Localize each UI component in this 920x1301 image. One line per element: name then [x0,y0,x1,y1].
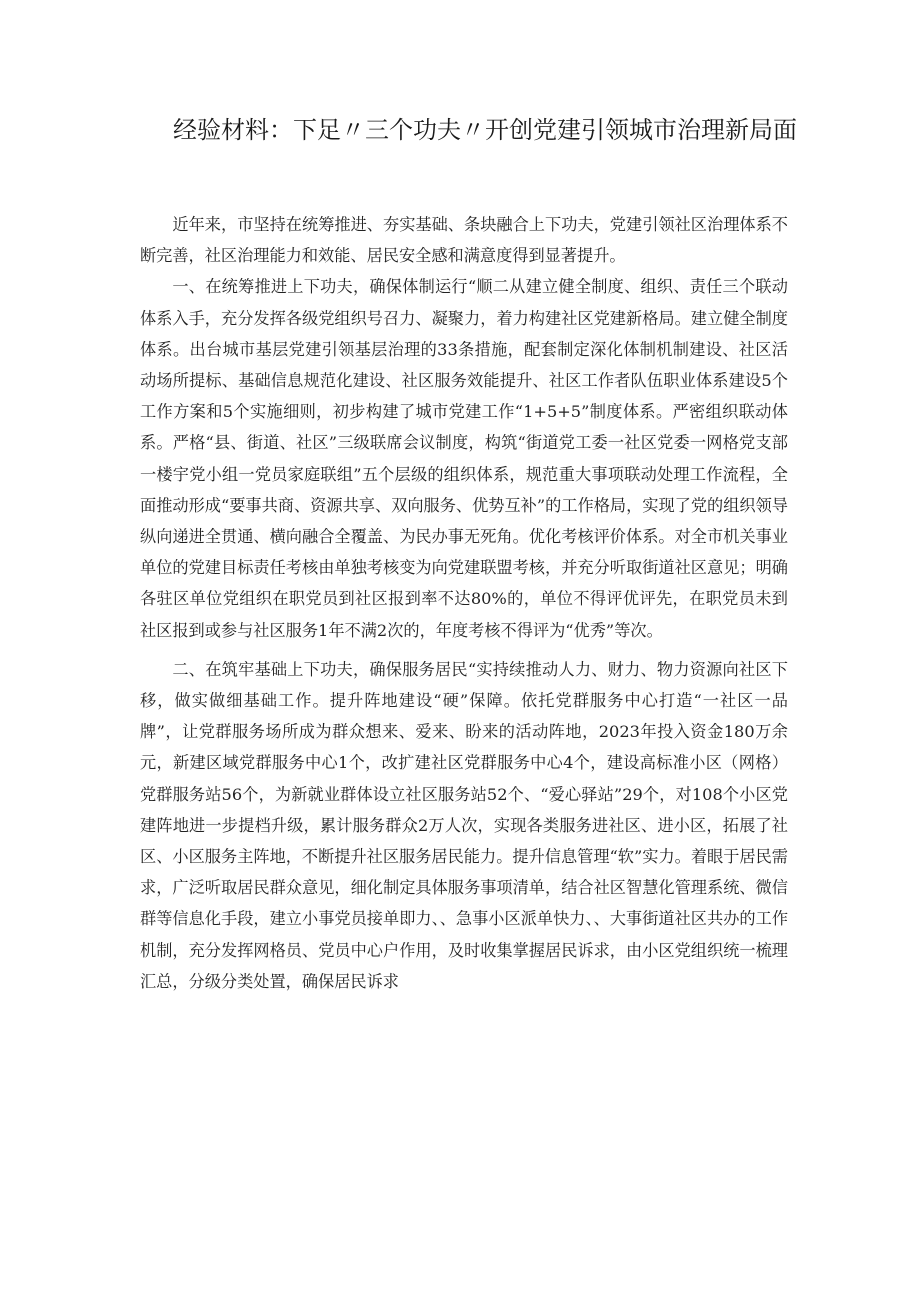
paragraph-section-two: 二、在筑牢基础上下功夫，确保服务居民“实持续推动人力、财力、物力资源向社区下移，做实做细基础工作。提升阵地建设“硬”保障。依托党群服务中心打造“一社区一品牌”，让党群服务场所成为群众想来、爱来、盼来的活动阵地，2023年投入资金180万余元，新建区域党群服务中心1个，改扩建社区党群服务中心4个，建设高标准小区（网格）党群服务站56个，为新就业群体设立社区服务站52个、“爱心驿站”29个，对108个小区党建阵地进一步提档升级，累计服务群众2万人次，实现各类服务进社区、进小区，拓展了社区、小区服务主阵地，不断提升社区服务居民能力。提升信息管理“软”实力。着眼于居民需求，广泛听取居民群众意见，细化制定具体服务事项清单，结合社区智慧化管理系统、微信群等信息化手段，建立小事党员接单即力、、急事小区派单快力、、大事街道社区共办的工作机制，充分发挥网格员、党员中心户作用，及时收集掌握居民诉求，由小区党组织统一梳理汇总，分级分类处置，确保居民诉求 [140,659,788,991]
document-title: 经验材料：下足〃三个功夫〃开创党建引领城市治理新局面 [173,116,797,144]
paragraph-section-one: 一、在统筹推进上下功夫，确保体制运行“顺二从建立健全制度、组织、责任三个联动体系入手，充分发挥各级党组织号召力、凝聚力，着力构建社区党建新格局。建立健全制度体系。出台城市基层党建引领基层治理的33条措施，配套制定深化体制机制建设、社区活动场所提标、基础信息规范化建设、社区服务效能提升、社区工作者队伍职业体系建设5个工作方案和5个实施细则，初步构建了城市党建工作“1+5+5”制度体系。严密组织联动体系。严格“县、街道、社区”三级联席会议制度，构筑“街道党工委一社区党委一网格党支部一楼宇党小组一党员家庭联组”五个层级的组织体系，规范重大事项联动处理工作流程，全面推动形成“要事共商、资源共享、双向服务、优势互补”的工作格局，实现了党的组织领导纵向递进全贯通、横向融合全覆盖、为民办事无死角。优化考核评价体系。对全市机关事业单位的党建目标责任考核由单独考核变为向党建联盟考核，并充分听取街道社区意见；明确各驻区单位党组织在职党员到社区报到率不达80%的，单位不得评优评先，在职党员未到社区报到或参与社区服务1年不满2次的，年度考核不得评为“优秀”等次。 [140,277,788,640]
paragraph-intro: 近年来，市坚持在统筹推进、夯实基础、条块融合上下功夫，党建引领社区治理体系不断完善，社区治理能力和效能、居民安全感和满意度得到显著提升。 [140,215,788,266]
document-body [140,209,788,997]
